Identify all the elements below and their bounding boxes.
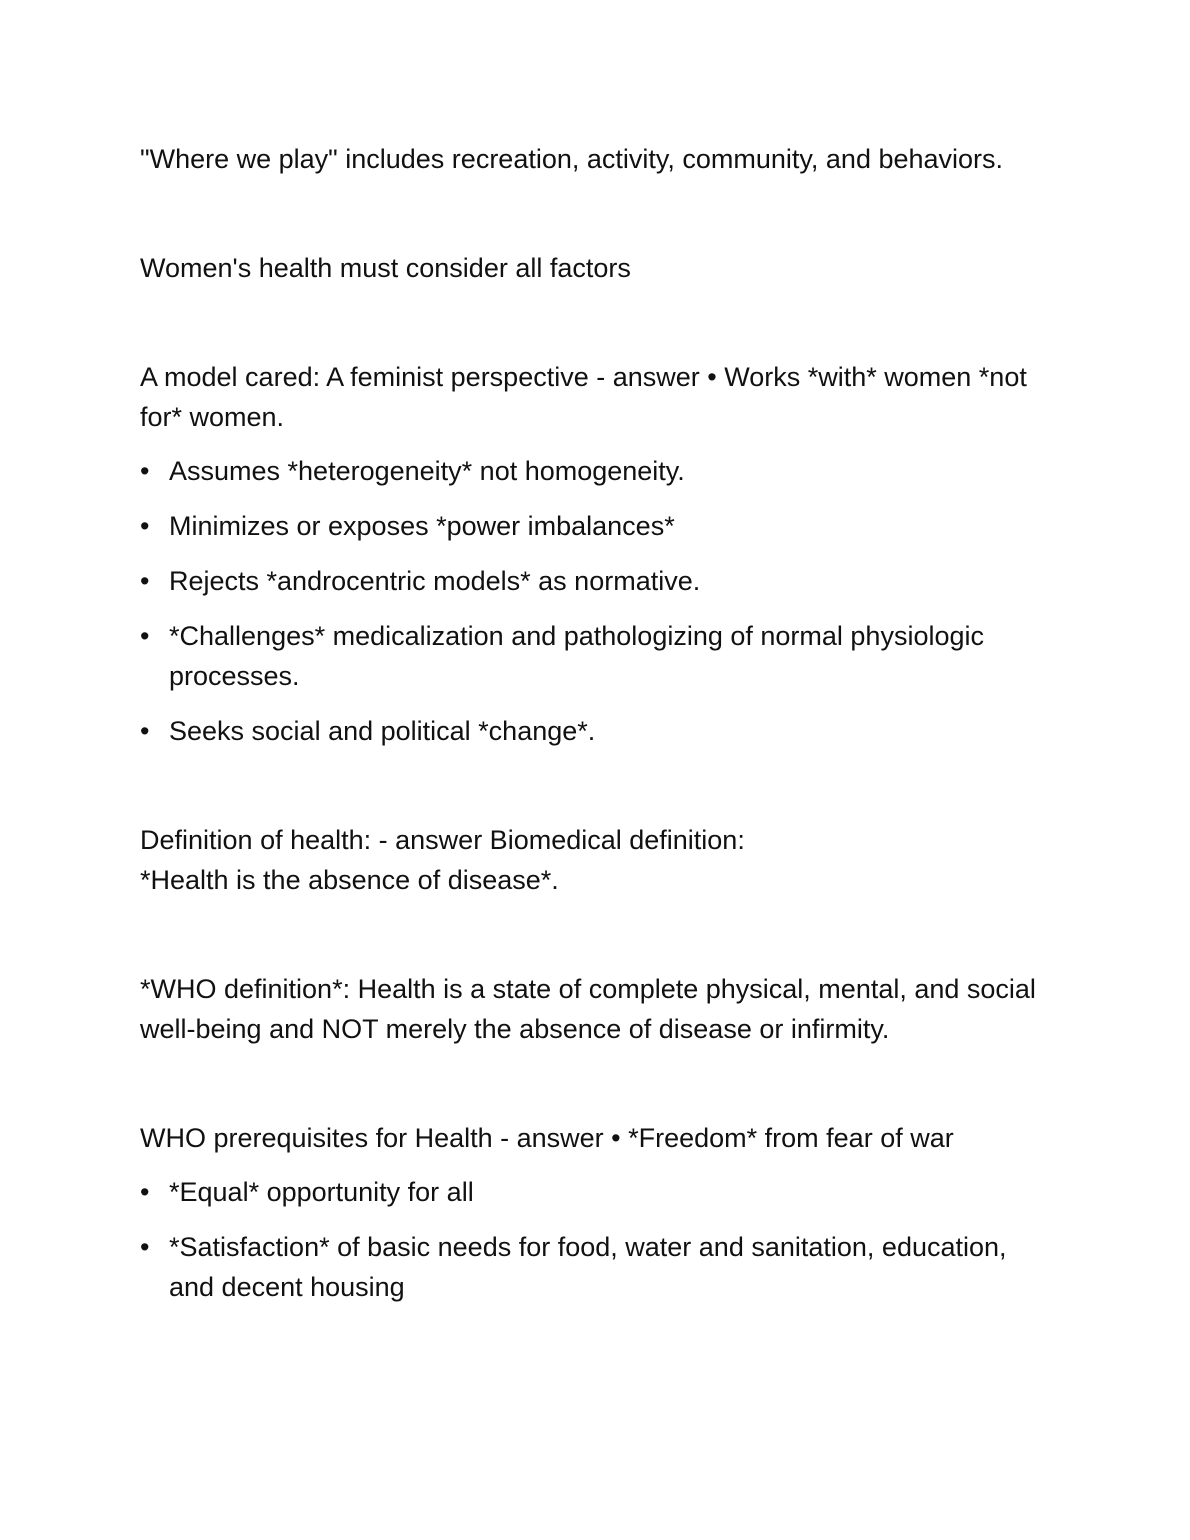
list-item <box>140 451 1050 491</box>
definition-line: *Health is the absence of disease*. <box>140 865 559 895</box>
list-item-text: *Equal* opportunity for all <box>169 1177 474 1207</box>
bullet-icon: • <box>140 511 150 541</box>
bullet-icon: • <box>140 456 150 486</box>
list-item <box>140 616 1050 696</box>
list-item-text: Rejects *androcentric models* as normative. <box>169 566 701 596</box>
who-prerequisites-list <box>140 1172 1050 1307</box>
paragraph-womens-health: Women's health must consider all factors <box>140 253 631 283</box>
list-item-text: *Challenges* medicalization and pathologizing of normal physiologic processes. <box>169 621 984 691</box>
paragraph-feminist-model: A model cared: A feminist perspective - answer • Works *with* women *not for* women. <box>140 362 1027 432</box>
bullet-icon: • <box>140 1177 150 1207</box>
paragraph-where-we-play: "Where we play" includes recreation, activity, community, and behaviors. <box>140 144 1004 174</box>
bullet-icon: • <box>140 621 150 651</box>
list-item <box>140 1172 1050 1212</box>
list-item <box>140 561 1050 601</box>
paragraph-who-prerequisites: WHO prerequisites for Health - answer • *Freedom* from fear of war <box>140 1123 954 1153</box>
paragraph-definition-of-health <box>140 820 1050 900</box>
list-item <box>140 711 1050 751</box>
list-item-text: Minimizes or exposes *power imbalances* <box>169 511 675 541</box>
list-item <box>140 1227 1050 1307</box>
document-content <box>140 139 1050 1307</box>
list-item <box>140 506 1050 546</box>
paragraph-who-definition: *WHO definition*: Health is a state of complete physical, mental, and social well-being and NOT merely the absence of disease or infirmity. <box>140 974 1036 1044</box>
feminist-model-list <box>140 451 1050 751</box>
bullet-icon: • <box>140 716 150 746</box>
definition-line: Definition of health: - answer Biomedical definition: <box>140 825 745 855</box>
list-item-text: *Satisfaction* of basic needs for food, water and sanitation, education, and decent housing <box>169 1232 1007 1302</box>
bullet-icon: • <box>140 1232 150 1262</box>
list-item-text: Seeks social and political *change*. <box>169 716 596 746</box>
bullet-icon: • <box>140 566 150 596</box>
list-item-text: Assumes *heterogeneity* not homogeneity. <box>169 456 685 486</box>
